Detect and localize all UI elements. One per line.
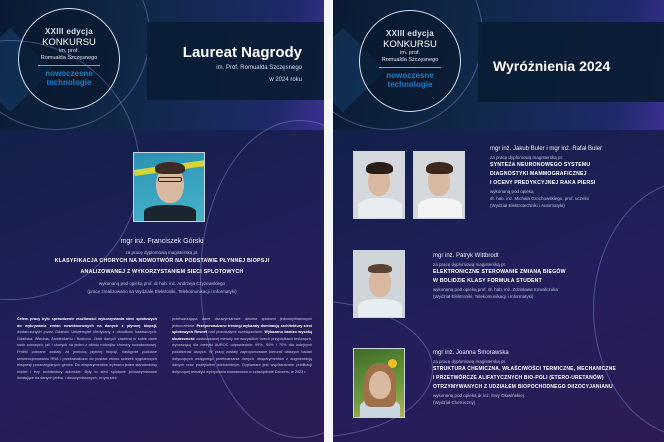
abstract-highlight: Celem pracy było sprawdzenie możliwości wykorzystania sieci splotowych do wykrywania zmian nowotworowych na danych z płynnej biopsji, xyxy=(17,317,157,328)
poster-title: Wyróżnienia 2024 xyxy=(493,58,611,74)
thesis-supervisor: wykonaną pod opieką prof. dr. hab. inż. Zdzisława Kowalczuka xyxy=(433,287,558,292)
thesis-title-line: W BOLIDZIE KLASY FORMUŁA STUDENT xyxy=(433,278,542,284)
awardee-photo-patryk xyxy=(353,250,405,318)
thesis-title-line: SYNTEZA NEURONOWEGO SYSTEMU xyxy=(490,162,591,168)
contest-logo-circle xyxy=(359,10,461,112)
abstract-highlight: Przeprowadzone treningi wykazały dominację architektury sieci splotowych Resnet xyxy=(172,323,312,335)
distinction-item-2 xyxy=(433,253,661,300)
contest-tagline-2: technologie xyxy=(387,80,433,89)
contest-tagline-2: technologie xyxy=(46,78,92,87)
thesis-faculty: (Wydział Elektrotechniki i Automatyki) xyxy=(490,203,565,208)
contest-tagline-1: nowoczesne xyxy=(386,71,434,80)
thesis-title-line-2: ANALIZOWANEJ Z WYKORZYSTANIEM SIECI SPLOTOWYCH xyxy=(80,269,244,275)
thesis-title-line: STRUKTURA CHEMICZNA, WŁAŚCIWOŚCI TERMICZNE, MECHANICZNE xyxy=(433,366,617,372)
thesis-title-line: DIAGNOSTYKI MAMMOGRAFICZNEJ xyxy=(490,171,587,177)
thesis-title-line: I OCENY PREDYKCYJNEJ RAKA PIERSI xyxy=(490,180,596,186)
poster-title: Laureat Nagrody xyxy=(182,44,302,61)
abstract-text: nad pozostałymi rozwiązaniami. xyxy=(208,330,263,335)
laureate-photo xyxy=(133,152,205,222)
poster-subtitle-1: im. Prof. Romualda Szczęsnego xyxy=(216,65,302,71)
abstract-text: dostarczonych przez Gdański Uniwersytet Medyczny z ośrodków badawczych: Gdańska, Wiednia, Amsterdamu i Bostonu. Zbiór danych zawierał w sobie dane osób zdrowych, jak i chorych na jeden z ośmiu rodzajów choroby nowotworowej. Próbki pobrane zostały za pomocą płynnej biopsji, następnie poddane sekwencjonowaniu RNA i przekształcone do postaci zbioru ścieżek sygnałowych ekspresji poszczególnych genów. Do eksperymentów wybrano jeden standardowy model i trzy architektury autorskie. Były to sieci splotowe jednowymiarowe działające na danych jedno- i dwuwymiarowych, w tym sieć xyxy=(17,330,157,381)
thesis-intro: za pracę dyplomową magisterską pt. xyxy=(433,262,507,267)
contest-tagline-1: nowoczesne xyxy=(45,69,93,78)
contest-edition: XXIII edycja xyxy=(44,27,94,36)
abstract-highlight: Wykazano bardzo wysoką skuteczność xyxy=(172,330,312,341)
contest-patron: Romualda Szczęsnego xyxy=(40,55,98,61)
awardee-name: mgr inż. Jakub Buler i mgr inż. Rafał Buler xyxy=(490,146,603,152)
laureate-name: mgr inż. Franciszek Górski xyxy=(120,238,204,245)
awardee-photo-rafal xyxy=(413,151,465,219)
distinction-item-1 xyxy=(490,146,662,209)
thesis-supervisor: wykonaną pod opieką dr inż. Ewy Głowińskiej xyxy=(433,393,524,398)
decorative-arc xyxy=(200,120,324,438)
thesis-faculty: (pracę zrealizowano na Wydziale Elektroniki, Telekomunikacji i Informatyki) xyxy=(87,289,237,294)
thesis-title-line: OTRZYMYWANYCH Z UDZIAŁEM BIOPOCHODNEGO DIIZOCYJANIANU xyxy=(433,384,613,390)
distinctions-poster xyxy=(333,0,664,442)
poster-subtitle-2: w 2024 roku xyxy=(269,77,302,83)
poster-title-block xyxy=(183,44,302,85)
thesis-title-line: I PRZETWÓRCZE ALIFATYCZNYCH BIO-POLI (ETERO-URETANÓW) xyxy=(433,375,604,381)
laureate-poster xyxy=(0,0,324,442)
thesis-faculty: (Wydział Elektroniki, Telekomunikacji i Informatyki) xyxy=(433,294,534,299)
abstract-column-2 xyxy=(172,316,312,375)
thesis-title-line: ELEKTRONICZNE STEROWANIE ZMIANĄ BIEGÓW xyxy=(433,269,566,275)
abstract-text: przetwarzająca dane dwuwymiarowe dwoma splotami jednowymiarowymi jednocześnie. xyxy=(172,317,312,328)
contest-patron: Romualda Szczęsnego xyxy=(381,57,439,63)
abstract-text: zastosowanej metody we wszystkich trzech przypadkach testowych, wynoszącą dla metryki AUROC odpowiednio: 99%, 90% i 70% dla kolejnych podzbiorów danych. W pracy zostały zaproponowane kierunki dalszych badań dotyczących wstępnego przetwarzania danych, eksperymentów z augmentacją danych oraz podejściem wielokrotnym. Dyplomant jest współautorem publikacji dotyczącej tematyki wykrywania nowotworów w czasopiśmie Cancers, w 2023 r. xyxy=(172,336,312,374)
thesis-title-line-1: KLASYFIKACJA CHORYCH NA NOWOTWÓR NA PODSTAWIE PŁYNNEJ BIOPSJI xyxy=(54,258,270,264)
thesis-supervisor: wykonaną pod opieką prof. dr hab. inż. Andrzeja Czyżewskiego xyxy=(98,281,226,286)
contest-im: im. prof. xyxy=(400,50,420,56)
contest-label: KONKURSU xyxy=(42,37,96,48)
poster-header xyxy=(333,0,664,130)
thesis-intro: za pracę dyplomową magisterską pt. xyxy=(490,155,564,160)
contest-label: KONKURSU xyxy=(383,39,437,50)
awardee-photo-jakub xyxy=(353,151,405,219)
thesis-supervisor: wykonaną pod opieką xyxy=(490,189,534,194)
thesis-supervisor: dr. hab. inż. Michała Grochowskiego, prof. uczelni xyxy=(490,196,590,201)
contest-edition: XXIII edycja xyxy=(385,29,435,38)
distinction-item-3 xyxy=(433,350,661,406)
contest-im: im. prof. xyxy=(59,48,79,54)
abstract-column-1 xyxy=(17,316,157,382)
awardee-name: mgr inż. Joanna Smorawska xyxy=(433,350,509,356)
thesis-intro: za pracę dyplomową magisterską pt. xyxy=(125,250,199,255)
thesis-faculty: (Wydział Chemiczny) xyxy=(433,400,476,405)
awardee-photo-joanna xyxy=(353,348,405,418)
thesis-intro: za pracę dyplomową magisterską pt. xyxy=(433,359,507,364)
awardee-name: mgr inż. Patryk Wittbrodt xyxy=(433,253,499,259)
